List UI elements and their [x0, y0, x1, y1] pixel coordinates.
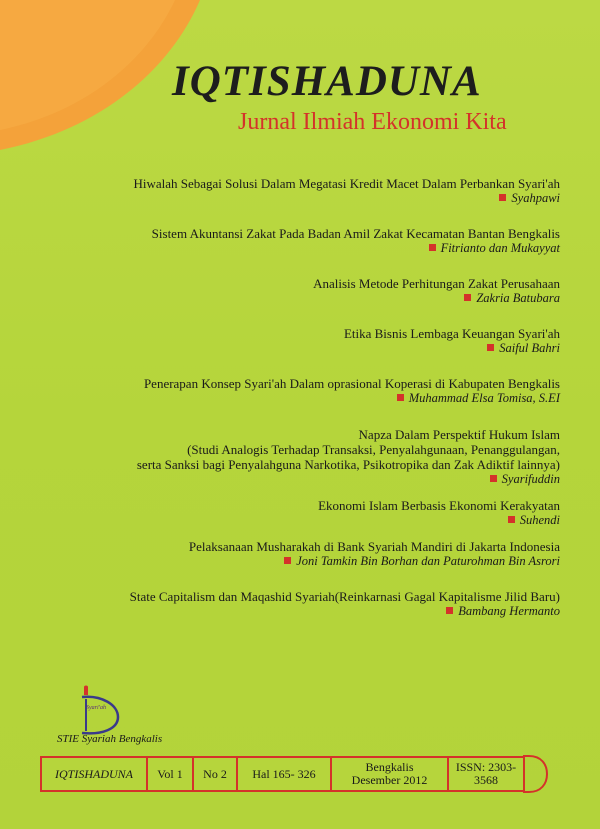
- info-bar-end-cap: [523, 754, 549, 794]
- article-author: Syarifuddin: [40, 472, 560, 487]
- article-author: Joni Tamkin Bin Borhan dan Paturohman Bin Asrori: [40, 554, 560, 569]
- article-author: Syahpawi: [40, 191, 560, 206]
- article-title: Analisis Metode Perhitungan Zakat Perusahaan: [313, 276, 560, 291]
- article-author: Saiful Bahri: [40, 341, 560, 356]
- article-item: [40, 427, 560, 487]
- article-author: Suhendi: [40, 513, 560, 528]
- issue-info-bar: [40, 756, 525, 792]
- journal-title: IQTISHADUNA: [172, 58, 482, 105]
- bullet-icon: [490, 475, 497, 482]
- bullet-icon: [487, 344, 494, 351]
- article-item: [40, 539, 560, 569]
- bullet-icon: [284, 557, 291, 564]
- publisher-logo: [62, 683, 132, 735]
- article-title: Ekonomi Islam Berbasis Ekonomi Kerakyatan: [318, 498, 560, 513]
- info-date: Desember 2012: [351, 773, 428, 787]
- article-item: [40, 589, 560, 619]
- info-place: Bengkalis: [365, 760, 414, 774]
- article-title: Pelaksanaan Musharakah di Bank Syariah Mandiri di Jakarta Indonesia: [188, 539, 560, 554]
- article-author: Bambang Hermanto: [40, 604, 560, 619]
- article-author: Zakria Batubara: [40, 291, 560, 306]
- article-title: Sistem Akuntansi Zakat Pada Badan Amil Zakat Kecamatan Bantan Bengkalis: [151, 226, 560, 241]
- corner-arc-decoration: [0, 0, 200, 150]
- bullet-icon: [397, 394, 404, 401]
- article-title: Hiwalah Sebagai Solusi Dalam Megatasi Kredit Macet Dalam Perbankan Syari'ah: [133, 176, 560, 191]
- article-author: Muhammad Elsa Tomisa, S.EI: [40, 391, 560, 406]
- bullet-icon: [446, 607, 453, 614]
- bullet-icon: [429, 244, 436, 251]
- info-pages: Hal 165- 326: [238, 758, 332, 790]
- article-item: [40, 498, 560, 528]
- article-title: State Capitalism dan Maqashid Syariah(Reinkarnasi Gagal Kapitalisme Jilid Baru): [129, 589, 560, 604]
- info-place-date: [332, 758, 449, 790]
- bullet-icon: [464, 294, 471, 301]
- article-item: [40, 276, 560, 306]
- article-item: [40, 326, 560, 356]
- article-item: [40, 226, 560, 256]
- article-title: Etika Bisnis Lembaga Keuangan Syari'ah: [343, 326, 560, 341]
- info-journal: IQTISHADUNA: [42, 758, 148, 790]
- table-of-contents: [40, 176, 560, 619]
- info-volume: Vol 1: [148, 758, 194, 790]
- article-title: Napza Dalam Perspektif Hukum Islam (Studi Analogis Terhadap Transaksi, Penyalahgunaan, Penanggulangan, serta Sanksi bagi Penyalahguna Narkotika, Psikotropika dan Zak Adiktif lainnya): [136, 427, 560, 472]
- bullet-icon: [499, 194, 506, 201]
- article-item: [40, 176, 560, 206]
- info-issn: ISSN: 2303-3568: [455, 760, 517, 787]
- bullet-icon: [508, 516, 515, 523]
- article-title: Penerapan Konsep Syari'ah Dalam oprasional Koperasi di Kabupaten Bengkalis: [143, 376, 560, 391]
- svg-text:Syari'ah: Syari'ah: [86, 705, 106, 711]
- journal-subtitle: Jurnal Ilmiah Ekonomi Kita: [238, 109, 507, 135]
- article-author: Fitrianto dan Mukayyat: [40, 241, 560, 256]
- article-item: [40, 376, 560, 406]
- info-number: No 2: [194, 758, 238, 790]
- publisher-name: STIE Syariah Bengkalis: [57, 733, 163, 745]
